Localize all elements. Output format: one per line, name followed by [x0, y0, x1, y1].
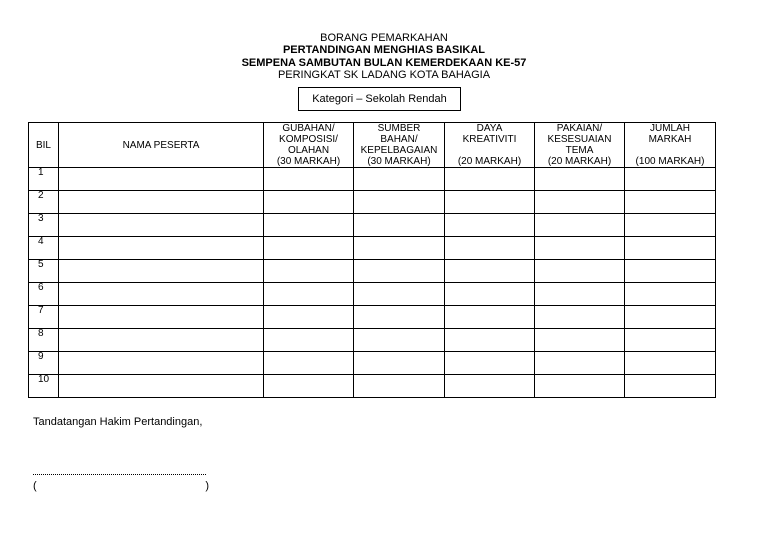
jumlah-score-cell[interactable] — [625, 214, 716, 237]
pakaian-score-cell[interactable] — [535, 260, 625, 283]
kreativiti-score-cell[interactable] — [445, 191, 535, 214]
row-number: 8 — [29, 329, 59, 352]
kreativiti-score-cell[interactable] — [445, 260, 535, 283]
pakaian-score-cell[interactable] — [535, 214, 625, 237]
sumber-score-cell[interactable] — [354, 214, 445, 237]
column-header-sumber-bahan — [354, 123, 445, 168]
row-number: 2 — [29, 191, 59, 214]
competition-title: PERTANDINGAN MENGHIAS BASIKAL — [282, 44, 486, 56]
category-box: Kategori – Sekolah Rendah — [298, 87, 461, 111]
jumlah-score-cell[interactable] — [625, 283, 716, 306]
jumlah-score-cell[interactable] — [625, 329, 716, 352]
sumber-score-cell[interactable] — [354, 329, 445, 352]
column-header-marks: (20 MARKAH) — [547, 156, 612, 167]
column-header-marks: (30 MARKAH) — [367, 156, 431, 167]
pakaian-score-cell[interactable] — [535, 283, 625, 306]
column-header-line: KESESUAIAN — [547, 134, 612, 145]
jumlah-score-cell[interactable] — [625, 352, 716, 375]
column-header-bil — [29, 123, 59, 168]
jumlah-score-cell[interactable] — [625, 375, 716, 398]
table-row — [29, 214, 716, 237]
column-header-line: MARKAH — [648, 134, 692, 145]
kreativiti-score-cell[interactable] — [445, 375, 535, 398]
participant-name-cell[interactable] — [59, 237, 264, 260]
column-header-line: KEPELBAGAIAN — [360, 145, 438, 156]
gubahan-score-cell[interactable] — [264, 283, 354, 306]
table-row — [29, 306, 716, 329]
jumlah-score-cell[interactable] — [625, 306, 716, 329]
table-row — [29, 191, 716, 214]
participant-name-cell[interactable] — [59, 306, 264, 329]
sumber-score-cell[interactable] — [354, 191, 445, 214]
pakaian-score-cell[interactable] — [535, 168, 625, 191]
table-row — [29, 168, 716, 191]
gubahan-score-cell[interactable] — [264, 168, 354, 191]
participant-name-cell[interactable] — [59, 168, 264, 191]
column-header-line: OLAHAN — [287, 145, 330, 156]
sumber-score-cell[interactable] — [354, 283, 445, 306]
row-number: 3 — [29, 214, 59, 237]
score-table — [28, 122, 716, 398]
column-header-nama-peserta — [59, 123, 264, 168]
participant-name-cell[interactable] — [59, 214, 264, 237]
pakaian-score-cell[interactable] — [535, 352, 625, 375]
column-header-line: KOMPOSISI/ — [279, 134, 338, 145]
table-row — [29, 329, 716, 352]
column-header-line: PAKAIAN/ — [556, 123, 603, 134]
table-row — [29, 237, 716, 260]
gubahan-score-cell[interactable] — [264, 352, 354, 375]
row-number: 4 — [29, 237, 59, 260]
column-header-jumlah-markah — [625, 123, 716, 168]
form-title: BORANG PEMARKAHAN — [320, 32, 448, 44]
row-number: 10 — [29, 375, 59, 398]
row-number: 1 — [29, 168, 59, 191]
gubahan-score-cell[interactable] — [264, 191, 354, 214]
row-number: 5 — [29, 260, 59, 283]
gubahan-score-cell[interactable] — [264, 214, 354, 237]
participant-name-cell[interactable] — [59, 329, 264, 352]
pakaian-score-cell[interactable] — [535, 191, 625, 214]
row-number: 9 — [29, 352, 59, 375]
column-header-line: KREATIVITI — [462, 134, 517, 145]
gubahan-score-cell[interactable] — [264, 237, 354, 260]
column-header-line: NAMA PESERTA — [122, 139, 200, 151]
jumlah-score-cell[interactable] — [625, 191, 716, 214]
column-header-line: BAHAN/ — [380, 134, 418, 145]
gubahan-score-cell[interactable] — [264, 260, 354, 283]
level-title: PERINGKAT SK LADANG KOTA BAHAGIA — [277, 69, 491, 81]
participant-name-cell[interactable] — [59, 283, 264, 306]
open-paren: ( — [33, 480, 37, 492]
sumber-score-cell[interactable] — [354, 306, 445, 329]
participant-name-cell[interactable] — [59, 191, 264, 214]
sumber-score-cell[interactable] — [354, 168, 445, 191]
table-row — [29, 375, 716, 398]
column-header-daya-kreativiti — [445, 123, 535, 168]
table-row — [29, 352, 716, 375]
table-header-row — [29, 123, 716, 168]
pakaian-score-cell[interactable] — [535, 237, 625, 260]
kreativiti-score-cell[interactable] — [445, 306, 535, 329]
jumlah-score-cell[interactable] — [625, 260, 716, 283]
column-header-line: JUMLAH — [649, 123, 690, 134]
close-paren: ) — [205, 480, 209, 492]
participant-name-cell[interactable] — [59, 352, 264, 375]
column-header-line: DAYA — [476, 123, 503, 134]
pakaian-score-cell[interactable] — [535, 375, 625, 398]
column-header-marks: (30 MARKAH) — [276, 156, 341, 167]
pakaian-score-cell[interactable] — [535, 306, 625, 329]
table-row — [29, 283, 716, 306]
sumber-score-cell[interactable] — [354, 352, 445, 375]
judge-name-line — [33, 480, 209, 492]
occasion-title: SEMPENA SAMBUTAN BULAN KEMERDEKAAN KE-57 — [241, 57, 527, 69]
judge-signature-label: Tandatangan Hakim Pertandingan, — [33, 416, 203, 428]
column-header-gubahan — [264, 123, 354, 168]
gubahan-score-cell[interactable] — [264, 306, 354, 329]
table-row — [29, 260, 716, 283]
kreativiti-score-cell[interactable] — [445, 352, 535, 375]
kreativiti-score-cell[interactable] — [445, 329, 535, 352]
column-header-line: SUMBER — [377, 123, 421, 134]
kreativiti-score-cell[interactable] — [445, 237, 535, 260]
sumber-score-cell[interactable] — [354, 375, 445, 398]
jumlah-score-cell[interactable] — [625, 237, 716, 260]
column-header-line: TEMA — [565, 145, 594, 156]
column-header-marks: (20 MARKAH) — [457, 156, 522, 167]
sumber-score-cell[interactable] — [354, 260, 445, 283]
kreativiti-score-cell[interactable] — [445, 214, 535, 237]
signature-line — [33, 468, 206, 475]
participant-name-cell[interactable] — [59, 260, 264, 283]
kreativiti-score-cell[interactable] — [445, 283, 535, 306]
column-header-marks: (100 MARKAH) — [635, 156, 705, 167]
column-header-line: GUBAHAN/ — [282, 123, 335, 134]
column-header-pakaian — [535, 123, 625, 168]
pakaian-score-cell[interactable] — [535, 329, 625, 352]
sumber-score-cell[interactable] — [354, 237, 445, 260]
row-number: 6 — [29, 283, 59, 306]
gubahan-score-cell[interactable] — [264, 375, 354, 398]
jumlah-score-cell[interactable] — [625, 168, 716, 191]
row-number: 7 — [29, 306, 59, 329]
participant-name-cell[interactable] — [59, 375, 264, 398]
kreativiti-score-cell[interactable] — [445, 168, 535, 191]
gubahan-score-cell[interactable] — [264, 329, 354, 352]
column-header-line: BIL — [35, 139, 51, 151]
